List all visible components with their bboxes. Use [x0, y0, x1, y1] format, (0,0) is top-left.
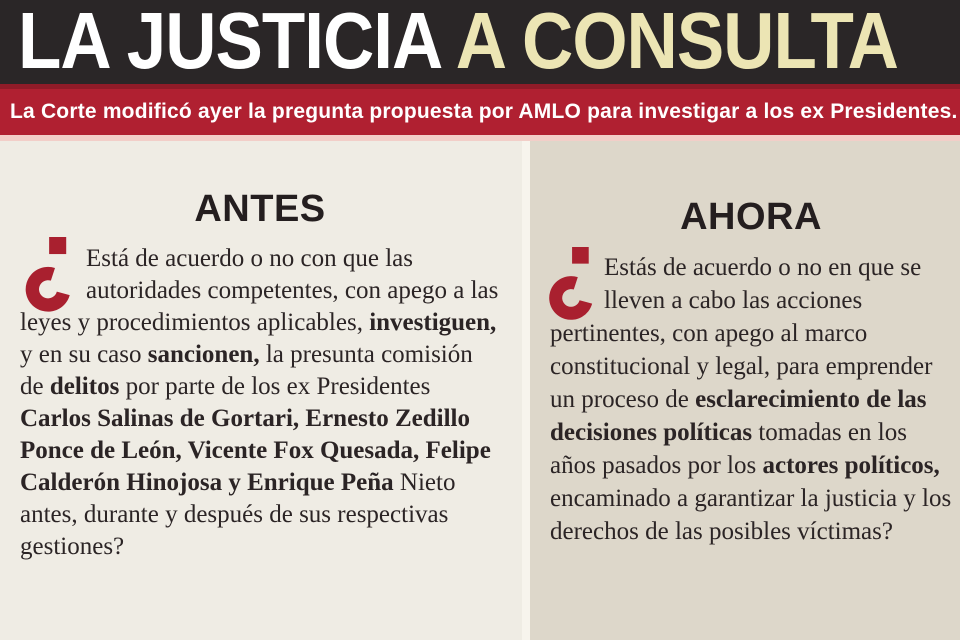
inverted-question-mark-icon: [20, 245, 74, 307]
subheader-bar: [0, 84, 960, 135]
header-bar: [0, 0, 960, 84]
subheader-text: La Corte modificó ayer la pregunta propuesta por AMLO para investigar a los ex Presidentes.: [10, 100, 958, 123]
page-title: [0, 0, 898, 89]
comparison-columns: [0, 141, 960, 640]
column-ahora-title: AHORA: [680, 196, 822, 238]
column-ahora-body: [550, 251, 952, 548]
column-ahora-paragraph: Estás de acuerdo o no en que se lleven a cabo las acciones pertinentes, con apego al marco constitucional y legal, para emprender un proceso de esclarecimiento de las decisiones políticas tomadas en los años pasados por los actores políticos, encaminado a garantizar la justicia y los derechos de las posibles víctimas?: [550, 254, 952, 545]
inverted-question-mark-icon: [550, 253, 596, 315]
column-ahora: [530, 141, 960, 640]
column-antes-title: ANTES: [194, 188, 326, 230]
column-antes-paragraph: Está de acuerdo o no con que las autoridades competentes, con apego a las leyes y procedimientos aplicables, investiguen, y en su caso sancionen, la presunta comisión de delitos por parte de los ex Presidentes Carlos Salinas de Gortari, Ernesto Zedillo Ponce de León, Vicente Fox Quesada, Felipe Calderón Hinojosa y Enrique Peña Nieto antes, durante y después de sus respectivas gestiones?: [20, 245, 499, 560]
page-title-main: LA JUSTICIA: [18, 0, 456, 86]
page-title-accent: A CONSULTA: [455, 0, 898, 86]
column-antes: [0, 141, 522, 640]
column-divider: [522, 141, 530, 640]
column-antes-body: [20, 243, 500, 563]
